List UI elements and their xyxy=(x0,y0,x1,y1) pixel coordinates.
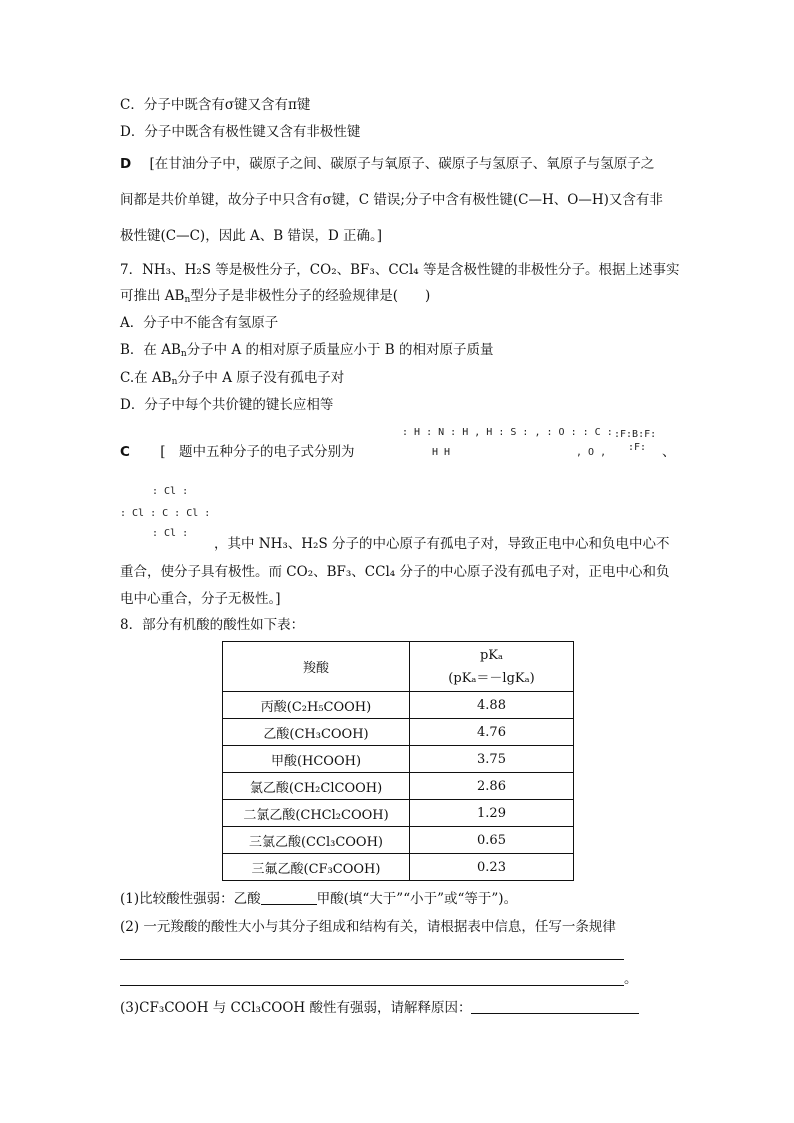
answer-line-2b[interactable] xyxy=(120,985,624,986)
sub1-end: 甲酸(填“大于”“小于”或“等于”)。 xyxy=(316,891,518,907)
q7-optc-start: C.在 AB xyxy=(120,370,172,386)
acid-pka: 3.75 xyxy=(410,746,574,773)
q7-optc-end: 分子中 A 原子没有孤电子对 xyxy=(177,370,345,386)
sub-question-2: (2) 一元羧酸的酸性大小与其分子组成和结构有关，请根据表中信息，任写一条规律 xyxy=(120,919,616,935)
answer-6-line3: 极性键(C—C)，因此 A、B 错误，D 正确。] xyxy=(120,228,383,244)
answer-7-line2: ，其中 NH₃、H₂S 分子的中心原子有孤电子对，导致正电中心和负电中心不 xyxy=(214,536,670,552)
ccl4-bottom: : Cl : xyxy=(152,528,189,539)
electron-formula-bf3-bottom: :F: xyxy=(628,442,647,453)
table-row xyxy=(223,719,574,746)
sub3-text: (3)CF₃COOH 与 CCl₃COOH 酸性有强弱，请解释原因： xyxy=(120,1000,472,1016)
table-row xyxy=(223,854,574,881)
answer-blank-1[interactable] xyxy=(261,892,317,905)
question-7-line1: 7．NH₃、H₂S 等是极性分子，CO₂、BF₃、CCl₄ 等是含极性键的非极性分子。根据上述事实 xyxy=(120,262,680,278)
q7-line2-start: 可推出 AB xyxy=(120,288,185,304)
q7-optc-n: n xyxy=(171,377,178,387)
acid-pka: 4.76 xyxy=(410,719,574,746)
q7-line2-end: 型分子是非极性分子的经验规律是( ) xyxy=(190,288,431,304)
table-header-row xyxy=(223,642,574,692)
answer-7-line3: 重合，使分子具有极性。而 CO₂、BF₃、CCl₄ 分子的中心原子没有孤电子对，正电中心和负 xyxy=(120,564,670,580)
header-pka-label: pKₐ xyxy=(479,647,504,663)
sub-question-3 xyxy=(120,999,639,1017)
acid-name: 氯乙酸(CH₂ClCOOH) xyxy=(223,773,410,800)
answer-6-letter: D xyxy=(120,156,132,172)
header-acid: 羧酸 xyxy=(223,642,410,692)
acid-table xyxy=(222,641,574,881)
table-row xyxy=(223,746,574,773)
answer-7-letter: C xyxy=(120,444,130,460)
q7-optb-end: 分子中 A 的相对原子质量应小于 B 的相对原子质量 xyxy=(186,342,494,358)
acid-pka: 4.88 xyxy=(410,692,574,719)
answer-7-text1: [ 题中五种分子的电子式分别为 xyxy=(160,444,355,460)
acid-pka: 2.86 xyxy=(410,773,574,800)
question-7-option-d: D．分子中每个共价键的键长应相等 xyxy=(120,397,334,413)
header-pka-definition: (pKₐ＝－lgKₐ) xyxy=(448,670,535,686)
electron-formula-bf3: :F:B:F: xyxy=(614,429,657,440)
option-d: D．分子中既含有极性键又含有非极性键 xyxy=(120,124,361,140)
q7-optb-n: n xyxy=(180,349,187,359)
acid-name: 乙酸(CH₃COOH) xyxy=(223,719,410,746)
sub1-start: (1)比较酸性强弱：乙酸 xyxy=(120,891,261,907)
answer-6-line1 xyxy=(120,155,654,173)
acid-pka: 1.29 xyxy=(410,800,574,827)
acid-name: 丙酸(C₂H₅COOH) xyxy=(223,692,410,719)
answer-6-line2: 间都是共价单键，故分子中只含有σ键，C 错误;分子中含有极性键(C—H、O—H)又含有非 xyxy=(120,192,663,208)
table-row xyxy=(223,827,574,854)
answer-blank-3[interactable] xyxy=(471,1001,639,1014)
table-row xyxy=(223,800,574,827)
ccl4-middle: : Cl : C : Cl : xyxy=(120,508,211,519)
answer-6-text1: [在甘油分子中，碳原子之间、碳原子与氧原子、碳原子与氢原子、氧原子与氢原子之 xyxy=(149,156,655,172)
question-8-intro: 8．部分有机酸的酸性如下表： xyxy=(120,617,305,633)
question-7-option-b xyxy=(120,341,494,363)
question-7-line2 xyxy=(120,287,430,309)
q7-optb-start: B．在 AB xyxy=(120,342,181,358)
electron-formula-row2: H H xyxy=(432,447,451,458)
electron-formula-row1: : H : N : H , H : S : , : O : : C : xyxy=(402,427,613,438)
q7-n-sub: n xyxy=(184,295,191,305)
acid-name: 三氟乙酸(CF₃COOH) xyxy=(223,854,410,881)
question-7-option-c xyxy=(120,369,344,391)
acid-pka: 0.65 xyxy=(410,827,574,854)
sub-question-2-end: 。 xyxy=(624,971,638,987)
option-c: C．分子中既含有σ键又含有π键 xyxy=(120,97,311,113)
acid-pka: 0.23 xyxy=(410,854,574,881)
answer-7-comma: 、 xyxy=(662,444,676,460)
electron-formula-o: , O , xyxy=(576,447,607,458)
question-7-option-a: A．分子中不能含有氢原子 xyxy=(120,315,279,331)
acid-name: 甲酸(HCOOH) xyxy=(223,746,410,773)
acid-name: 二氯乙酸(CHCl₂COOH) xyxy=(223,800,410,827)
answer-line-2a[interactable] xyxy=(120,959,624,960)
sub-question-1 xyxy=(120,890,517,908)
header-pka xyxy=(410,642,574,692)
answer-7-line4: 电中心重合，分子无极性。] xyxy=(120,591,281,607)
ccl4-top: : Cl : xyxy=(152,486,189,497)
answer-7-line1 xyxy=(120,443,355,461)
table-row xyxy=(223,692,574,719)
table-row xyxy=(223,773,574,800)
acid-name: 三氯乙酸(CCl₃COOH) xyxy=(223,827,410,854)
